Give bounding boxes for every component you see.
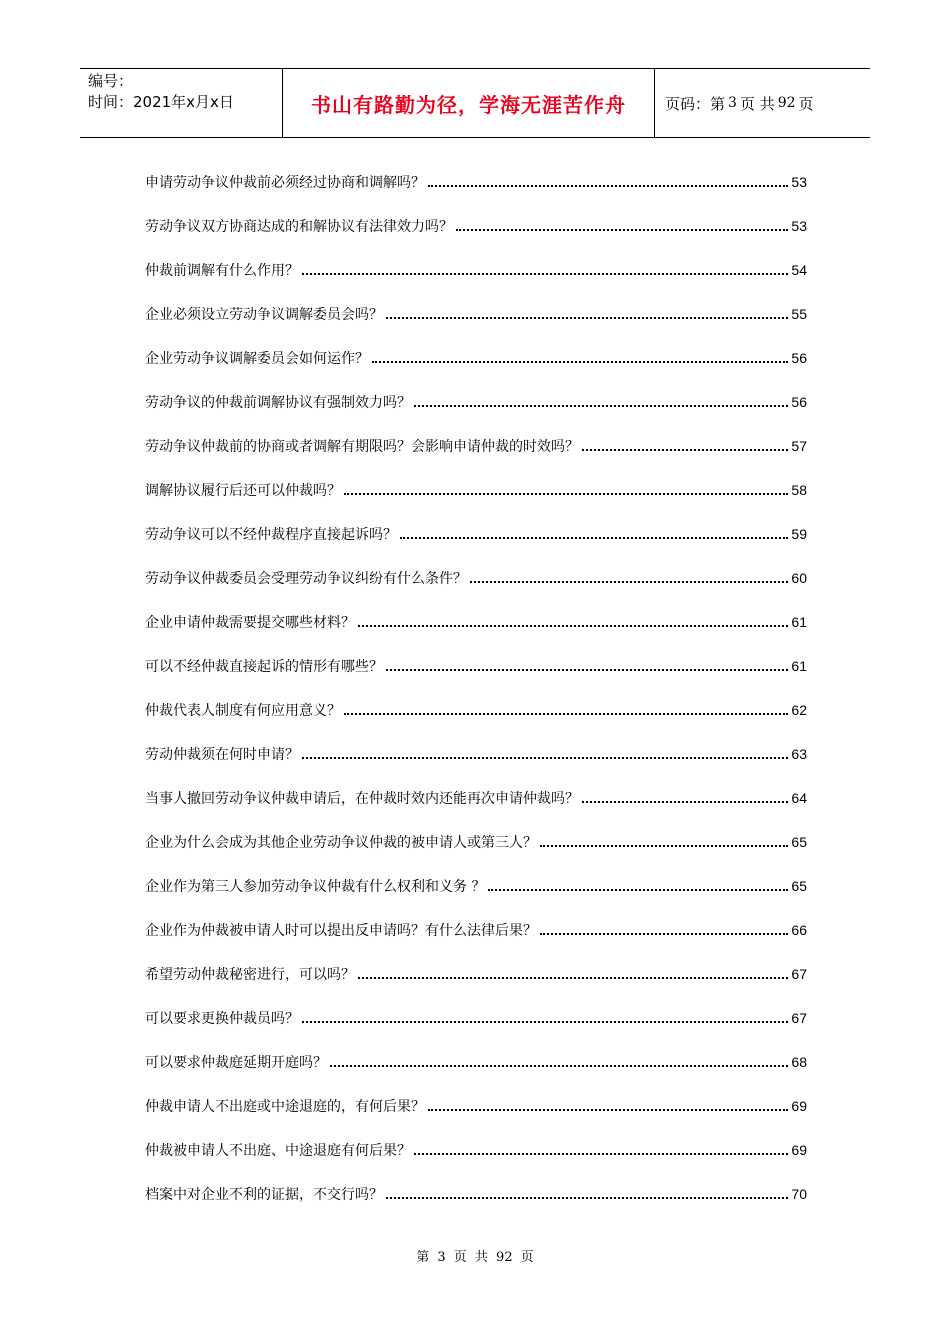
- toc-dot-leader: [358, 977, 788, 979]
- toc-dot-leader: [428, 1109, 788, 1111]
- toc-entry-page: 54: [791, 262, 807, 278]
- toc-entry[interactable]: [145, 996, 807, 1040]
- toc-entry-title: 申请劳动争议仲裁前必须经过协商和调解吗？: [145, 175, 425, 191]
- toc-entry-page: 61: [791, 614, 807, 630]
- toc-entry-page: 67: [791, 966, 807, 982]
- toc-entry-page: 56: [791, 394, 807, 410]
- document-number-label: 编号：: [88, 72, 134, 90]
- toc-entry-title: 企业申请仲裁需要提交哪些材料？: [145, 615, 355, 631]
- toc-dot-leader: [386, 317, 788, 319]
- toc-entry[interactable]: [145, 732, 807, 776]
- toc-entry[interactable]: [145, 1040, 807, 1084]
- toc-entry[interactable]: [145, 600, 807, 644]
- toc-entry-page: 68: [791, 1054, 807, 1070]
- toc-entry-title: 劳动争议仲裁委员会受理劳动争议纠纷有什么条件？: [145, 571, 467, 587]
- toc-entry[interactable]: [145, 864, 807, 908]
- toc-dot-leader: [414, 1153, 788, 1155]
- toc-entry[interactable]: [145, 292, 807, 336]
- table-of-contents: [145, 160, 807, 1216]
- toc-entry[interactable]: [145, 1128, 807, 1172]
- toc-dot-leader: [428, 185, 788, 187]
- toc-dot-leader: [456, 229, 788, 231]
- toc-entry-page: 65: [791, 834, 807, 850]
- toc-entry[interactable]: [145, 556, 807, 600]
- toc-entry[interactable]: [145, 512, 807, 556]
- toc-entry-title: 劳动争议双方协商达成的和解协议有法律效力吗？: [145, 219, 453, 235]
- toc-dot-leader: [302, 1021, 788, 1023]
- toc-entry-page: 62: [791, 702, 807, 718]
- toc-dot-leader: [470, 581, 788, 583]
- toc-dot-leader: [344, 493, 788, 495]
- toc-dot-leader: [488, 889, 788, 891]
- toc-dot-leader: [540, 845, 788, 847]
- toc-entry-page: 69: [791, 1098, 807, 1114]
- toc-entry-page: 67: [791, 1010, 807, 1026]
- toc-entry-page: 66: [791, 922, 807, 938]
- toc-entry[interactable]: [145, 468, 807, 512]
- toc-entry-page: 57: [791, 438, 807, 454]
- toc-entry-title: 企业劳动争议调解委员会如何运作？: [145, 351, 369, 367]
- toc-entry[interactable]: [145, 248, 807, 292]
- page-header: [80, 68, 870, 138]
- toc-entry-page: 56: [791, 350, 807, 366]
- toc-entry-title: 企业为什么会成为其他企业劳动争议仲裁的被申请人或第三人？: [145, 835, 537, 851]
- toc-entry[interactable]: [145, 424, 807, 468]
- toc-entry-title: 劳动争议仲裁前的协商或者调解有期限吗？会影响申请仲裁的时效吗？: [145, 439, 579, 455]
- toc-dot-leader: [302, 273, 788, 275]
- header-motto: 书山有路勤为径，学海无涯苦作舟: [282, 69, 655, 137]
- toc-entry-title: 当事人撤回劳动争议仲裁申请后，在仲裁时效内还能再次申请仲裁吗？: [145, 791, 579, 807]
- toc-entry-title: 希望劳动仲裁秘密进行，可以吗？: [145, 967, 355, 983]
- toc-entry-page: 69: [791, 1142, 807, 1158]
- toc-entry[interactable]: [145, 952, 807, 996]
- toc-dot-leader: [372, 361, 788, 363]
- toc-entry-title: 可以要求更换仲裁员吗？: [145, 1011, 299, 1027]
- toc-entry[interactable]: [145, 1084, 807, 1128]
- toc-entry-page: 58: [791, 482, 807, 498]
- toc-entry-page: 53: [791, 174, 807, 190]
- toc-dot-leader: [330, 1065, 788, 1067]
- toc-entry[interactable]: [145, 908, 807, 952]
- toc-entry-title: 仲裁申请人不出庭或中途退庭的，有何后果？: [145, 1099, 425, 1115]
- toc-dot-leader: [386, 669, 788, 671]
- toc-entry-title: 可以不经仲裁直接起诉的情形有哪些？: [145, 659, 383, 675]
- toc-entry[interactable]: [145, 336, 807, 380]
- toc-entry-page: 63: [791, 746, 807, 762]
- document-time-label: 时间：2021年x月x日: [88, 93, 234, 111]
- toc-dot-leader: [386, 1197, 788, 1199]
- toc-entry-title: 劳动仲裁须在何时申请？: [145, 747, 299, 763]
- header-page-indicator: [655, 69, 870, 137]
- toc-entry[interactable]: [145, 820, 807, 864]
- toc-entry-title: 劳动争议的仲裁前调解协议有强制效力吗？: [145, 395, 411, 411]
- toc-entry-page: 64: [791, 790, 807, 806]
- toc-entry-title: 档案中对企业不利的证据，不交行吗？: [145, 1187, 383, 1203]
- toc-entry-page: 60: [791, 570, 807, 586]
- toc-entry[interactable]: [145, 160, 807, 204]
- toc-entry[interactable]: [145, 204, 807, 248]
- toc-entry[interactable]: [145, 776, 807, 820]
- header-meta: [80, 69, 282, 137]
- toc-entry-title: 企业作为仲裁被申请人时可以提出反申请吗？有什么法律后果？: [145, 923, 537, 939]
- toc-entry-page: 55: [791, 306, 807, 322]
- toc-entry[interactable]: [145, 688, 807, 732]
- toc-dot-leader: [358, 625, 788, 627]
- page-current: 3: [728, 95, 737, 111]
- toc-entry-title: 可以要求仲裁庭延期开庭吗？: [145, 1055, 327, 1071]
- toc-entry-page: 59: [791, 526, 807, 542]
- toc-entry-title: 调解协议履行后还可以仲裁吗？: [145, 483, 341, 499]
- toc-entry-page: 53: [791, 218, 807, 234]
- page-prefix: 页码：第: [665, 94, 726, 113]
- page-footer: 第 3 页 共 92 页: [416, 1250, 534, 1265]
- toc-dot-leader: [582, 449, 788, 451]
- toc-entry-title: 企业作为第三人参加劳动争议仲裁有什么权利和义务 ？: [145, 879, 486, 895]
- page-suffix: 页: [798, 94, 814, 113]
- toc-dot-leader: [540, 933, 788, 935]
- toc-entry-title: 仲裁代表人制度有何应用意义？: [145, 703, 341, 719]
- toc-entry-title: 仲裁前调解有什么作用？: [145, 263, 299, 279]
- toc-dot-leader: [302, 757, 788, 759]
- toc-entry[interactable]: [145, 380, 807, 424]
- toc-dot-leader: [414, 405, 788, 407]
- page-mid: 页 共: [739, 94, 775, 113]
- toc-entry[interactable]: [145, 644, 807, 688]
- toc-entry-page: 65: [791, 878, 807, 894]
- toc-entry-page: 70: [791, 1186, 807, 1202]
- toc-entry-page: 61: [791, 658, 807, 674]
- toc-entry-title: 企业必须设立劳动争议调解委员会吗？: [145, 307, 383, 323]
- toc-entry[interactable]: [145, 1172, 807, 1216]
- toc-dot-leader: [582, 801, 788, 803]
- toc-dot-leader: [400, 537, 788, 539]
- toc-entry-title: 劳动争议可以不经仲裁程序直接起诉吗？: [145, 527, 397, 543]
- page-total: 92: [777, 95, 796, 111]
- toc-dot-leader: [344, 713, 788, 715]
- toc-entry-title: 仲裁被申请人不出庭、中途退庭有何后果？: [145, 1143, 411, 1159]
